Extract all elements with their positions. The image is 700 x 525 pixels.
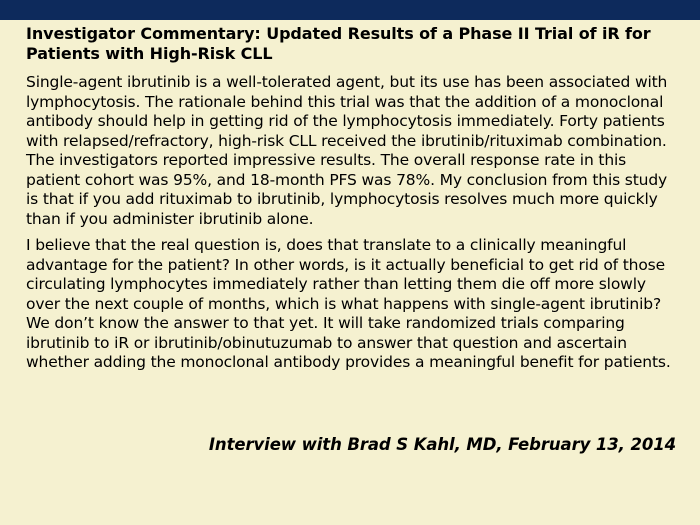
commentary-paragraph-1: Single-agent ibrutinib is a well-tolerated agent, but its use has been associated with lymphocytosis. The rationale behind this trial was that the addition of a monoclonal antibody should help in getting rid of the lymphocytosis immediately. Forty patients with relapsed/refractory, high-risk CLL received the ibrutinib/rituximab combination. The investigators reported impressive results. The overall response rate in this patient cohort was 95%, and 18-month PFS was 78%. My conclusion from this study is that if you add rituximab to ibrutinib, lymphocytosis resolves much more quickly than if you administer ibrutinib alone.: [26, 73, 668, 228]
slide-title: Investigator Commentary: Updated Results of a Phase II Trial of iR for Patients with High-Risk CLL: [26, 24, 651, 63]
top-banner-bar: [0, 0, 700, 20]
commentary-paragraph-2: I believe that the real question is, does that translate to a clinically meaningful advantage for the patient? In other words, is it actually beneficial to get rid of those circulating lymphocytes immediately rather than letting them die off more slowly over the next couple of months, which is what happens with single-agent ibrutinib? We don’t know the answer to that yet. It will take randomized trials comparing ibrutinib to iR or ibrutinib/obinutuzumab to answer that question and ascertain whether adding the monoclonal antibody provides a meaningful benefit for patients.: [26, 236, 671, 371]
interview-attribution: Interview with Brad S Kahl, MD, February 13, 2014: [208, 435, 676, 454]
slide-content: [26, 24, 676, 373]
